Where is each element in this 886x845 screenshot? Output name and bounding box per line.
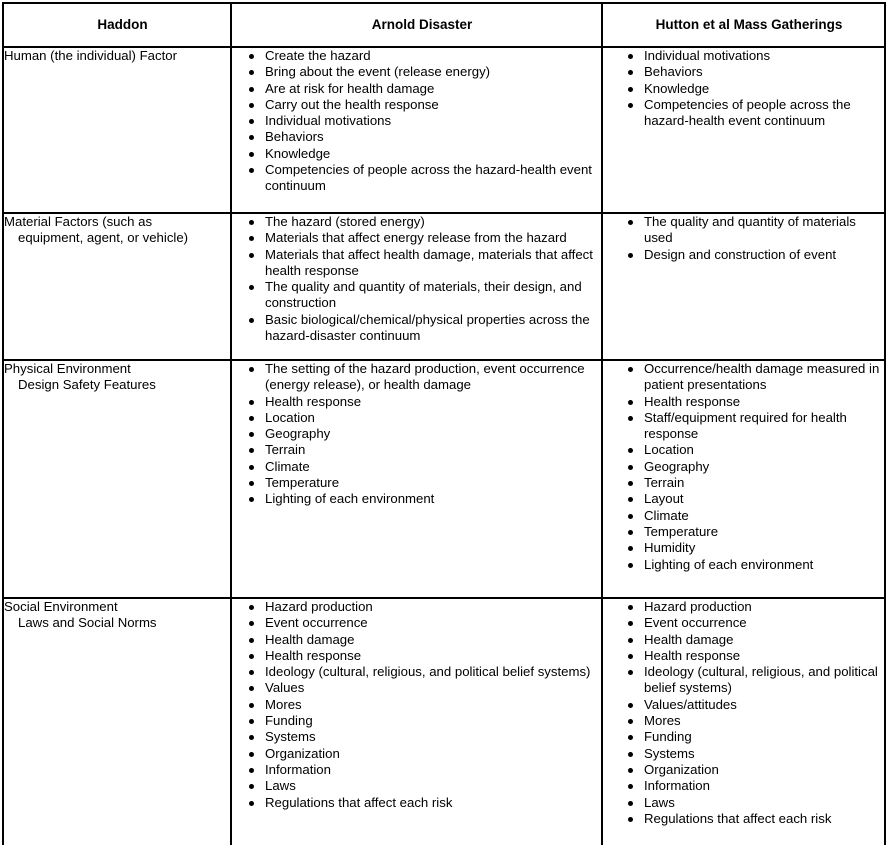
list-item: Materials that affect energy release from the hazard (232, 230, 601, 246)
list-item: Location (232, 410, 601, 426)
list-item: Temperature (603, 524, 884, 540)
list-item: Funding (603, 729, 884, 745)
list-item: Individual motivations (603, 48, 884, 64)
list-item: Hazard production (232, 599, 601, 615)
list-item: Knowledge (232, 146, 601, 162)
list-item: Geography (232, 426, 601, 442)
header-row (3, 3, 885, 47)
list-item: Lighting of each environment (603, 557, 884, 573)
list-item: Ideology (cultural, religious, and political belief systems) (603, 664, 884, 697)
list-item: Health damage (232, 632, 601, 648)
list-item: Health response (232, 648, 601, 664)
column-header-haddon (3, 3, 231, 47)
list-item: Basic biological/chemical/physical properties across the hazard-disaster continuum (232, 312, 601, 345)
list-item: Behaviors (232, 129, 601, 145)
table-header (3, 3, 885, 47)
list-item: Terrain (603, 475, 884, 491)
list-item: Systems (603, 746, 884, 762)
list-item: Organization (603, 762, 884, 778)
list-item: Information (232, 762, 601, 778)
list-item: Terrain (232, 442, 601, 458)
list-item: Climate (603, 508, 884, 524)
arnold-bullet-list (232, 214, 601, 344)
list-item: Carry out the health response (232, 97, 601, 113)
list-item: Values/attitudes (603, 697, 884, 713)
list-item: Health response (603, 648, 884, 664)
factor-cell-human (3, 47, 231, 213)
list-item: Regulations that affect each risk (232, 795, 601, 811)
list-item: Location (603, 442, 884, 458)
list-item: Mores (603, 713, 884, 729)
list-item: Mores (232, 697, 601, 713)
arnold-bullet-list (232, 599, 601, 811)
hutton-bullet-list (603, 361, 884, 573)
hutton-cell-social-environment (602, 598, 885, 845)
list-item: Humidity (603, 540, 884, 556)
hutton-bullet-list (603, 48, 884, 129)
list-item: Bring about the event (release energy) (232, 64, 601, 80)
hutton-bullet-list (603, 214, 884, 263)
list-item: Health damage (603, 632, 884, 648)
factor-cell-social-environment (3, 598, 231, 845)
list-item: The quality and quantity of materials used (603, 214, 884, 247)
haddon-matrix-comparison-table (2, 2, 886, 845)
arnold-cell-physical-environment (231, 360, 602, 598)
list-item: Climate (232, 459, 601, 475)
column-header-arnold-disaster (231, 3, 602, 47)
list-item: Competencies of people across the hazard-health event continuum (603, 97, 884, 130)
column-header-hutton-mass-gatherings (602, 3, 885, 47)
list-item: Event occurrence (603, 615, 884, 631)
list-item: Lighting of each environment (232, 491, 601, 507)
list-item: Values (232, 680, 601, 696)
list-item: Laws (232, 778, 601, 794)
factor-label-line: Social Environment (4, 599, 118, 614)
hutton-cell-physical-environment (602, 360, 885, 598)
table-row (3, 360, 885, 598)
hutton-cell-material (602, 213, 885, 360)
arnold-cell-material (231, 213, 602, 360)
factor-label-line: Design Safety Features (18, 377, 156, 393)
list-item: Knowledge (603, 81, 884, 97)
list-item: Hazard production (603, 599, 884, 615)
list-item: Occurrence/health damage measured in patient presentations (603, 361, 884, 394)
list-item: Design and construction of event (603, 247, 884, 263)
hutton-bullet-list (603, 599, 884, 827)
list-item: The setting of the hazard production, event occurrence (energy release), or health damage (232, 361, 601, 394)
factor-cell-physical-environment (3, 360, 231, 598)
column-header-hutton-mass-gatherings-label: Hutton et al Mass Gatherings (655, 16, 843, 32)
factor-label-line: Laws and Social Norms (18, 615, 157, 631)
column-header-arnold-disaster-label: Arnold Disaster (371, 16, 473, 32)
arnold-bullet-list (232, 361, 601, 508)
list-item: Funding (232, 713, 601, 729)
list-item: Create the hazard (232, 48, 601, 64)
list-item: Competencies of people across the hazard-health event continuum (232, 162, 601, 195)
factor-label-line: equipment, agent, or vehicle) (18, 230, 189, 246)
arnold-cell-human (231, 47, 602, 213)
table-row (3, 213, 885, 360)
list-item: Staff/equipment required for health response (603, 410, 884, 443)
list-item: Event occurrence (232, 615, 601, 631)
list-item: Organization (232, 746, 601, 762)
table-body (3, 47, 885, 845)
factor-label-line: Physical Environment (4, 361, 131, 376)
list-item: Temperature (232, 475, 601, 491)
factor-label-line: Material Factors (such as (4, 214, 153, 229)
table-row (3, 598, 885, 845)
list-item: Are at risk for health damage (232, 81, 601, 97)
table-row (3, 47, 885, 213)
list-item: Layout (603, 491, 884, 507)
list-item: Health response (232, 394, 601, 410)
column-header-haddon-label: Haddon (97, 16, 148, 32)
list-item: Systems (232, 729, 601, 745)
list-item: Health response (603, 394, 884, 410)
list-item: Materials that affect health damage, materials that affect health response (232, 247, 601, 280)
arnold-bullet-list (232, 48, 601, 195)
list-item: Laws (603, 795, 884, 811)
list-item: Ideology (cultural, religious, and political belief systems) (232, 664, 601, 680)
list-item: Regulations that affect each risk (603, 811, 884, 827)
list-item: Individual motivations (232, 113, 601, 129)
list-item: The hazard (stored energy) (232, 214, 601, 230)
factor-cell-material (3, 213, 231, 360)
hutton-cell-human (602, 47, 885, 213)
list-item: Behaviors (603, 64, 884, 80)
list-item: Information (603, 778, 884, 794)
factor-label-line: Human (the individual) Factor (4, 48, 177, 63)
list-item: The quality and quantity of materials, their design, and construction (232, 279, 601, 312)
list-item: Geography (603, 459, 884, 475)
arnold-cell-social-environment (231, 598, 602, 845)
